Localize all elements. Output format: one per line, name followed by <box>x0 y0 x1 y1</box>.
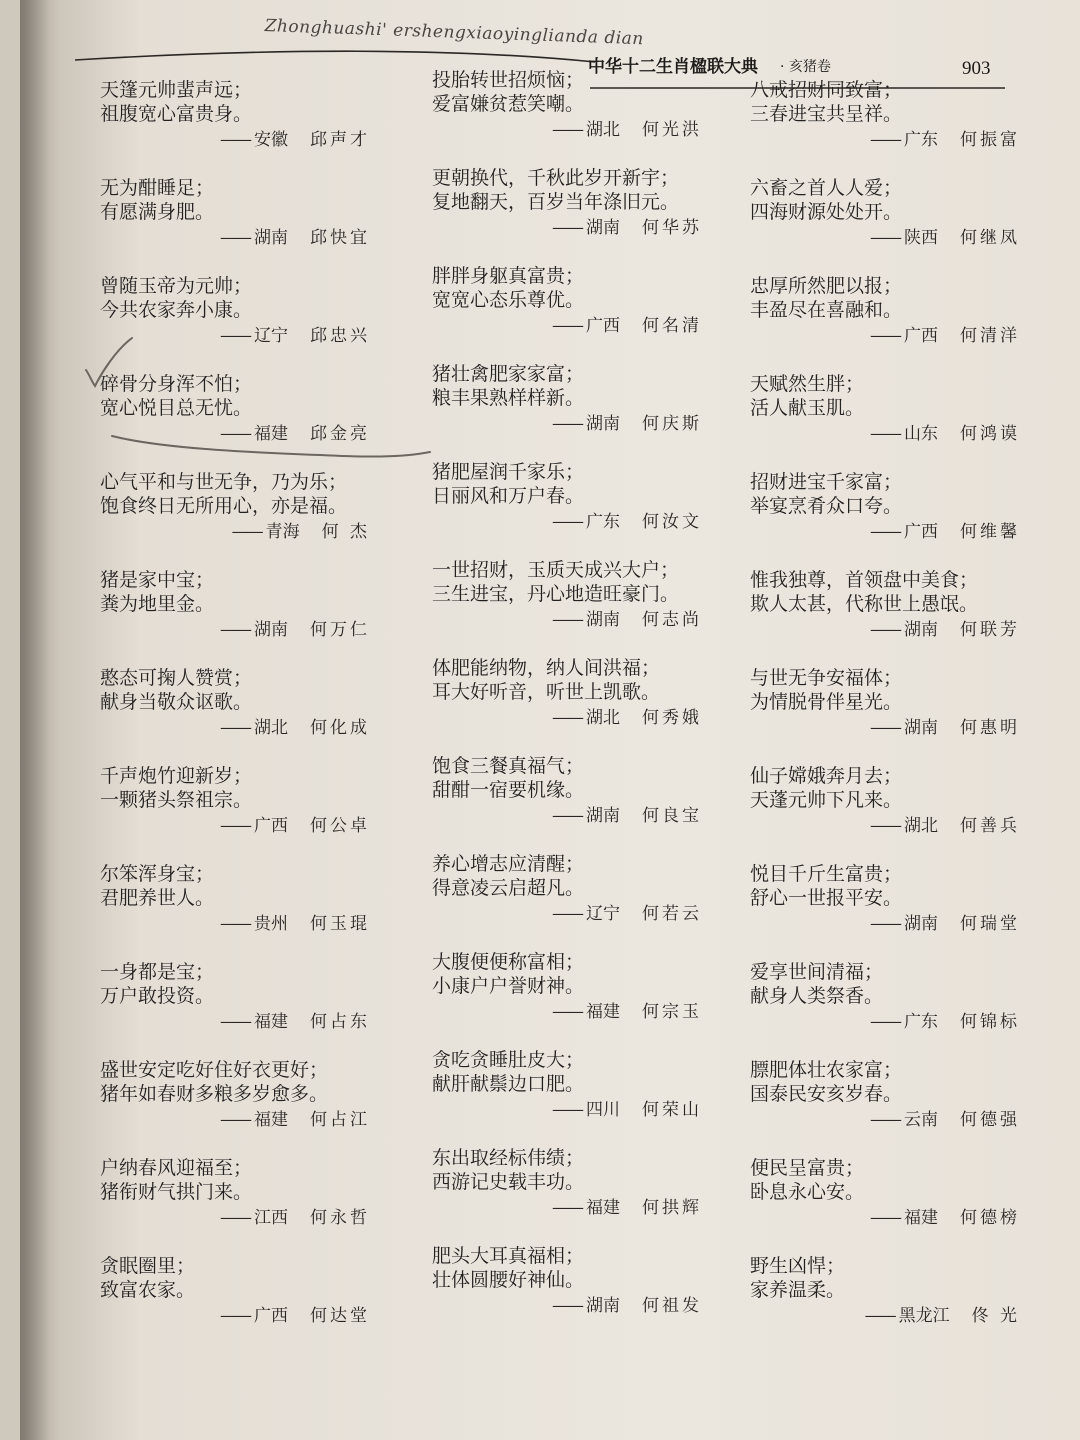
attribution-dash: —— <box>220 1306 250 1326</box>
author-province: 山东 <box>904 424 938 444</box>
couplet-upper-line: 悦目千斤生富贵； <box>750 863 903 885</box>
couplet-author <box>750 716 1020 740</box>
couplet-lower-line: 猪年如春财多粮多岁愈多。 <box>100 1083 329 1105</box>
couplet-upper-line: 猪肥屋润千家乐； <box>432 461 585 483</box>
author-province: 黑龙江 <box>898 1306 950 1326</box>
attribution-dash: —— <box>870 326 900 346</box>
author-name: 何达堂 <box>310 1306 370 1326</box>
couplet-entry <box>750 372 1050 470</box>
attribution-dash: —— <box>220 1012 250 1032</box>
author-province: 广东 <box>904 1012 938 1032</box>
attribution-dash: —— <box>220 130 250 150</box>
author-name: 何 杰 <box>321 522 370 542</box>
couplet-entry <box>432 460 732 558</box>
couplet-upper-line: 东出取经标伟绩； <box>432 1147 585 1169</box>
couplet-author <box>100 226 370 250</box>
couplet-lower-line: 日丽风和万户春。 <box>432 485 585 507</box>
couplet-lower-line: 一颗猪头祭祖宗。 <box>100 789 253 811</box>
couplet-upper-line: 憨态可掬人赞赏； <box>100 667 253 689</box>
couplet-lower-line: 国泰民安亥岁春。 <box>750 1083 903 1105</box>
couplet-author <box>750 1108 1020 1132</box>
attribution-dash: —— <box>220 718 250 738</box>
attribution-dash: —— <box>870 1110 900 1130</box>
couplet-author <box>432 804 702 828</box>
couplet-entry <box>432 754 732 852</box>
author-province: 湖南 <box>586 1296 620 1316</box>
author-province: 安徽 <box>254 130 288 150</box>
author-name: 何若云 <box>642 904 702 924</box>
couplet-upper-line: 天篷元帅蜚声远； <box>100 79 253 101</box>
couplet-upper-line: 膘肥体壮农家富； <box>750 1059 903 1081</box>
couplet-entry <box>432 1048 732 1146</box>
book-gutter-shadow <box>20 0 50 1440</box>
author-province: 陕西 <box>904 228 938 248</box>
couplet-lower-line: 君肥养世人。 <box>100 887 215 909</box>
couplet-author <box>432 1294 702 1318</box>
couplet-upper-line: 一世招财，玉质天成兴大户； <box>432 559 680 581</box>
attribution-dash: —— <box>870 620 900 640</box>
couplet-entry <box>750 274 1050 372</box>
couplet-lower-line: 爱富嫌贫惹笑嘲。 <box>432 93 585 115</box>
author-name: 邱金亮 <box>310 424 370 444</box>
couplet-lower-line: 致富农家。 <box>100 1279 196 1301</box>
couplet-lower-line: 舒心一世报平安。 <box>750 887 903 909</box>
couplet-entry <box>432 362 732 460</box>
couplet-upper-line: 与世无争安福体； <box>750 667 903 689</box>
couplet-entry <box>432 166 732 264</box>
couplet-lower-line: 为情脱骨伴星光。 <box>750 691 903 713</box>
couplet-upper-line: 天赋然生胖； <box>750 373 865 395</box>
couplet-author <box>750 128 1020 152</box>
couplet-author <box>100 422 370 446</box>
couplet-upper-line: 曾随玉帝为元帅； <box>100 275 253 297</box>
attribution-dash: —— <box>870 1208 900 1228</box>
couplet-entry <box>432 1244 732 1342</box>
column-2 <box>432 68 732 1342</box>
couplet-upper-line: 贪吃贪睡肚皮大； <box>432 1049 585 1071</box>
couplet-author <box>750 520 1020 544</box>
couplet-lower-line: 三春进宝共呈祥。 <box>750 103 903 125</box>
couplet-author <box>100 912 370 936</box>
couplet-author <box>750 324 1020 348</box>
author-province: 广东 <box>904 130 938 150</box>
couplet-entry <box>432 852 732 950</box>
attribution-dash: —— <box>552 414 582 434</box>
author-province: 湖南 <box>904 914 938 934</box>
couplet-lower-line: 献身当敬众讴歌。 <box>100 691 253 713</box>
author-province: 福建 <box>254 424 288 444</box>
couplet-author <box>750 618 1020 642</box>
couplet-entry <box>100 764 400 862</box>
couplet-lower-line: 壮体圆腰好神仙。 <box>432 1269 585 1291</box>
author-province: 湖南 <box>904 620 938 640</box>
author-name: 何鸿谟 <box>960 424 1020 444</box>
author-province: 湖南 <box>586 414 620 434</box>
couplet-lower-line: 耳大好听音，听世上凯歌。 <box>432 681 661 703</box>
author-province: 青海 <box>265 522 300 542</box>
couplet-lower-line: 献身人类祭香。 <box>750 985 884 1007</box>
couplet-entry <box>100 960 400 1058</box>
author-name: 何继凤 <box>960 228 1020 248</box>
couplet-upper-line: 招财进宝千家富； <box>750 471 903 493</box>
author-name: 佟 光 <box>971 1306 1020 1326</box>
couplet-author <box>100 1010 370 1034</box>
attribution-dash: —— <box>220 816 250 836</box>
couplet-lower-line: 粪为地里金。 <box>100 593 215 615</box>
couplet-author <box>100 324 370 348</box>
couplet-entry <box>100 862 400 960</box>
couplet-entry <box>100 176 400 274</box>
author-name: 何秀娥 <box>642 708 702 728</box>
attribution-dash: —— <box>552 1296 582 1316</box>
couplet-lower-line: 三生进宝，丹心地造旺豪门。 <box>432 583 680 605</box>
attribution-dash: —— <box>220 620 250 640</box>
couplet-upper-line: 肥头大耳真福相； <box>432 1245 585 1267</box>
couplet-lower-line: 家养温柔。 <box>750 1279 846 1301</box>
couplet-author <box>100 1304 370 1328</box>
couplet-lower-line: 饱食终日无所用心，亦是福。 <box>100 495 348 517</box>
author-province: 湖北 <box>904 816 938 836</box>
couplet-author <box>750 814 1020 838</box>
author-name: 何永哲 <box>310 1208 370 1228</box>
attribution-dash: —— <box>552 120 582 140</box>
author-name: 何振富 <box>960 130 1020 150</box>
couplet-author <box>750 912 1020 936</box>
couplet-author <box>100 618 370 642</box>
author-name: 何志尚 <box>642 610 702 630</box>
attribution-dash: —— <box>220 326 250 346</box>
author-province: 福建 <box>904 1208 938 1228</box>
author-province: 广西 <box>586 316 620 336</box>
author-name: 何惠明 <box>960 718 1020 738</box>
attribution-dash: —— <box>220 1208 250 1228</box>
author-province: 福建 <box>254 1110 288 1130</box>
couplet-lower-line: 宽心悦目总无忧。 <box>100 397 253 419</box>
couplet-author <box>750 1206 1020 1230</box>
attribution-dash: —— <box>552 512 582 532</box>
couplet-lower-line: 得意凌云启超凡。 <box>432 877 585 899</box>
author-province: 湖南 <box>904 718 938 738</box>
attribution-dash: —— <box>870 914 900 934</box>
couplet-entry <box>100 274 400 372</box>
author-name: 何德榜 <box>960 1208 1020 1228</box>
author-name: 何庆斯 <box>642 414 702 434</box>
couplet-entry <box>432 68 732 166</box>
couplet-entry <box>100 666 400 764</box>
couplet-entry <box>750 1254 1050 1352</box>
couplet-entry <box>750 960 1050 1058</box>
author-province: 辽宁 <box>254 326 288 346</box>
couplet-lower-line: 天蓬元帅下凡来。 <box>750 789 903 811</box>
couplet-entry <box>432 950 732 1048</box>
couplet-lower-line: 今共农家奔小康。 <box>100 299 253 321</box>
couplet-lower-line: 有愿满身肥。 <box>100 201 215 223</box>
author-name: 何汝文 <box>642 512 702 532</box>
couplet-upper-line: 无为酣睡足； <box>100 177 215 199</box>
couplet-lower-line: 卧息永心安。 <box>750 1181 865 1203</box>
couplet-lower-line: 举宴烹肴众口夸。 <box>750 495 903 517</box>
attribution-dash: —— <box>870 816 900 836</box>
column-1 <box>100 78 400 1352</box>
author-province: 湖南 <box>586 806 620 826</box>
author-province: 福建 <box>586 1002 620 1022</box>
attribution-dash: —— <box>552 806 582 826</box>
author-name: 何锦标 <box>960 1012 1020 1032</box>
author-name: 何维馨 <box>960 522 1020 542</box>
couplet-upper-line: 猪壮禽肥家家富； <box>432 363 585 385</box>
couplet-upper-line: 户纳春风迎福至； <box>100 1157 253 1179</box>
attribution-dash: —— <box>870 1012 900 1032</box>
column-3 <box>750 78 1050 1352</box>
couplet-author <box>750 1010 1020 1034</box>
couplet-upper-line: 爱享世间清福； <box>750 961 884 983</box>
attribution-dash: —— <box>220 914 250 934</box>
couplet-lower-line: 万户敢投资。 <box>100 985 215 1007</box>
attribution-dash: —— <box>552 1198 582 1218</box>
author-province: 湖南 <box>586 610 620 630</box>
attribution-dash: —— <box>870 522 900 542</box>
author-name: 何化成 <box>310 718 370 738</box>
couplet-upper-line: 碎骨分身浑不怕； <box>100 373 253 395</box>
author-province: 辽宁 <box>586 904 620 924</box>
author-name: 何华苏 <box>642 218 702 238</box>
couplet-author <box>432 510 702 534</box>
author-name: 何占东 <box>310 1012 370 1032</box>
author-province: 四川 <box>586 1100 620 1120</box>
author-name: 何清洋 <box>960 326 1020 346</box>
attribution-dash: —— <box>552 708 582 728</box>
couplet-entry <box>100 1254 400 1352</box>
couplet-author <box>432 902 702 926</box>
author-name: 何联芳 <box>960 620 1020 640</box>
couplet-entry <box>432 264 732 362</box>
couplet-entry <box>100 372 400 470</box>
couplet-entry <box>750 78 1050 176</box>
author-name: 何荣山 <box>642 1100 702 1120</box>
header-volume: · 亥猪卷 <box>780 59 831 75</box>
couplet-author <box>432 706 702 730</box>
couplet-lower-line: 丰盈尽在喜融和。 <box>750 299 903 321</box>
attribution-dash: —— <box>552 1002 582 1022</box>
couplet-entry <box>750 1156 1050 1254</box>
couplet-entry <box>100 470 400 568</box>
author-name: 何名清 <box>642 316 702 336</box>
couplet-upper-line: 胖胖身躯真富贵； <box>432 265 585 287</box>
couplet-lower-line: 欺人太甚，代称世上愚氓。 <box>750 593 979 615</box>
author-name: 何占江 <box>310 1110 370 1130</box>
author-province: 湖南 <box>254 620 288 640</box>
couplet-upper-line: 体肥能纳物，纳人间洪福； <box>432 657 661 679</box>
couplet-upper-line: 一身都是宝； <box>100 961 215 983</box>
attribution-dash: —— <box>864 1306 895 1326</box>
couplet-entry <box>750 1058 1050 1156</box>
attribution-dash: —— <box>870 228 900 248</box>
author-name: 何光洪 <box>642 120 702 140</box>
page-number: 903 <box>962 58 991 79</box>
couplet-lower-line: 复地翻天，百岁当年涤旧元。 <box>432 191 680 213</box>
author-name: 何良宝 <box>642 806 702 826</box>
attribution-dash: —— <box>231 522 262 542</box>
attribution-dash: —— <box>552 904 582 924</box>
header-pinyin: Zhonghuashi' ershengxiaoyinglianda dian <box>264 16 645 50</box>
couplet-entry <box>750 666 1050 764</box>
author-province: 湖北 <box>586 708 620 728</box>
couplet-author <box>100 1206 370 1230</box>
couplet-upper-line: 仙子嫦娥奔月去； <box>750 765 903 787</box>
couplet-lower-line: 四海财源处处开。 <box>750 201 903 223</box>
attribution-dash: —— <box>220 1110 250 1130</box>
author-name: 何拱辉 <box>642 1198 702 1218</box>
author-province: 广西 <box>904 326 938 346</box>
author-province: 广东 <box>586 512 620 532</box>
couplet-upper-line: 八戒招财同致富； <box>750 79 903 101</box>
author-province: 福建 <box>254 1012 288 1032</box>
author-province: 广西 <box>254 1306 288 1326</box>
couplet-upper-line: 忠厚所然肥以报； <box>750 275 903 297</box>
couplet-entry <box>750 176 1050 274</box>
couplet-author <box>100 520 370 544</box>
author-province: 贵州 <box>254 914 288 934</box>
couplet-entry <box>100 1156 400 1254</box>
couplet-lower-line: 西游记史载丰功。 <box>432 1171 585 1193</box>
couplet-upper-line: 大腹便便称富相； <box>432 951 585 973</box>
author-name: 何德强 <box>960 1110 1020 1130</box>
couplet-upper-line: 贪眠圈里； <box>100 1255 196 1277</box>
couplet-entry <box>100 78 400 176</box>
author-name: 何瑞堂 <box>960 914 1020 934</box>
attribution-dash: —— <box>220 424 250 444</box>
couplet-columns <box>80 69 1040 1428</box>
couplet-author <box>750 226 1020 250</box>
author-province: 湖南 <box>586 218 620 238</box>
couplet-entry <box>432 656 732 754</box>
couplet-lower-line: 宽宽心态乐尊优。 <box>432 289 585 311</box>
couplet-upper-line: 便民呈富贵； <box>750 1157 865 1179</box>
couplet-entry <box>750 470 1050 568</box>
couplet-upper-line: 投胎转世招烦恼； <box>432 69 585 91</box>
author-name: 何玉琨 <box>310 914 370 934</box>
attribution-dash: —— <box>220 228 250 248</box>
couplet-upper-line: 更朝换代，千秋此岁开新宇； <box>432 167 680 189</box>
couplet-entry <box>750 764 1050 862</box>
couplet-lower-line: 小康户户誉财神。 <box>432 975 585 997</box>
attribution-dash: —— <box>870 424 900 444</box>
couplet-author <box>432 216 702 240</box>
attribution-dash: —— <box>870 718 900 738</box>
couplet-upper-line: 尔笨浑身宝； <box>100 863 215 885</box>
couplet-upper-line: 盛世安定吃好住好衣更好； <box>100 1059 329 1081</box>
author-province: 云南 <box>904 1110 938 1130</box>
couplet-author <box>750 422 1020 446</box>
author-province: 湖南 <box>254 228 288 248</box>
author-province: 湖北 <box>254 718 288 738</box>
couplet-upper-line: 千声炮竹迎新岁； <box>100 765 253 787</box>
author-name: 何宗玉 <box>642 1002 702 1022</box>
attribution-dash: —— <box>552 316 582 336</box>
couplet-author <box>432 1098 702 1122</box>
couplet-author <box>100 814 370 838</box>
author-name: 邱快宜 <box>310 228 370 248</box>
couplet-entry <box>100 1058 400 1156</box>
couplet-author <box>100 128 370 152</box>
couplet-entry <box>432 558 732 656</box>
attribution-dash: —— <box>870 130 900 150</box>
attribution-dash: —— <box>552 1100 582 1120</box>
couplet-entry <box>100 568 400 666</box>
couplet-lower-line: 粮丰果熟样样新。 <box>432 387 585 409</box>
couplet-author <box>100 716 370 740</box>
author-name: 何善兵 <box>960 816 1020 836</box>
couplet-entry <box>750 568 1050 666</box>
author-province: 福建 <box>586 1198 620 1218</box>
couplet-upper-line: 六畜之首人人爱； <box>750 177 903 199</box>
couplet-author <box>100 1108 370 1132</box>
author-name: 何万仁 <box>310 620 370 640</box>
couplet-upper-line: 惟我独尊，首领盘中美食； <box>750 569 979 591</box>
author-name: 何祖发 <box>642 1296 702 1316</box>
couplet-lower-line: 猪衔财气拱门来。 <box>100 1181 253 1203</box>
couplet-author <box>432 608 702 632</box>
couplet-author <box>432 118 702 142</box>
couplet-author <box>750 1304 1020 1328</box>
couplet-lower-line: 甜酣一宿要机缘。 <box>432 779 585 801</box>
couplet-upper-line: 猪是家中宝； <box>100 569 215 591</box>
couplet-entry <box>750 862 1050 960</box>
author-province: 广西 <box>254 816 288 836</box>
attribution-dash: —— <box>552 218 582 238</box>
couplet-upper-line: 心气平和与世无争，乃为乐； <box>100 471 348 493</box>
attribution-dash: —— <box>552 610 582 630</box>
couplet-upper-line: 野生凶悍； <box>750 1255 846 1277</box>
couplet-lower-line: 活人献玉肌。 <box>750 397 865 419</box>
author-name: 何公卓 <box>310 816 370 836</box>
couplet-author <box>432 412 702 436</box>
couplet-lower-line: 祖腹宽心富贵身。 <box>100 103 253 125</box>
author-province: 江西 <box>254 1208 288 1228</box>
author-province: 湖北 <box>586 120 620 140</box>
couplet-author <box>432 314 702 338</box>
couplet-author <box>432 1000 702 1024</box>
author-name: 邱声才 <box>310 130 370 150</box>
author-province: 广西 <box>904 522 938 542</box>
couplet-upper-line: 饱食三餐真福气； <box>432 755 585 777</box>
couplet-author <box>432 1196 702 1220</box>
header-book-title: 中华十二生肖楹联大典 <box>588 57 758 77</box>
couplet-upper-line: 养心增志应清醒； <box>432 853 585 875</box>
author-name: 邱忠兴 <box>310 326 370 346</box>
couplet-entry <box>432 1146 732 1244</box>
book-page <box>20 0 1080 1440</box>
couplet-lower-line: 献肝献鬃边口肥。 <box>432 1073 585 1095</box>
